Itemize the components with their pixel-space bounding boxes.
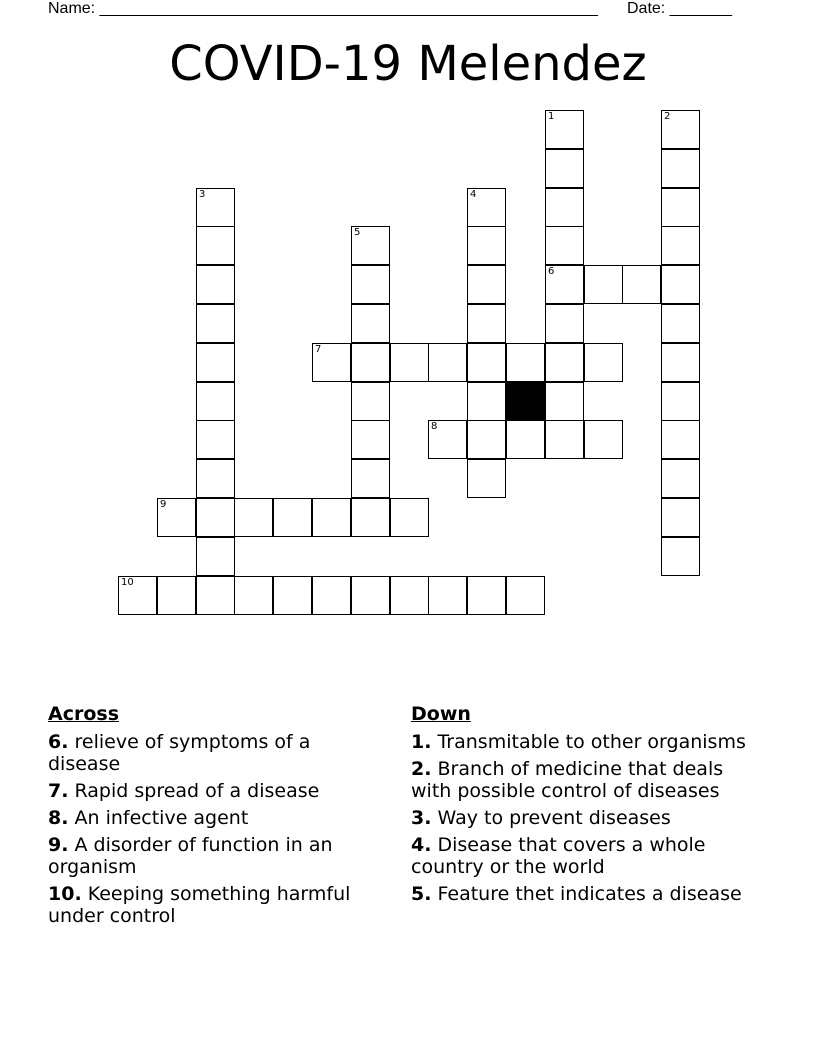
clue-text: An infective agent [68,807,249,829]
crossword-cell[interactable] [351,498,390,537]
crossword-cell[interactable] [584,265,623,304]
crossword-cell[interactable] [312,343,351,382]
across-clue [48,731,388,775]
down-clue-list [411,731,751,905]
crossword-cell[interactable] [467,265,506,304]
clue-number: 5 [354,227,361,238]
down-clue [411,731,751,753]
clue-text: Disease that covers a whole country or the world [411,834,706,878]
clue-number: 10 [121,577,134,588]
crossword-cell[interactable] [467,459,506,498]
clue-text: Feature thet indicates a disease [431,883,742,905]
crossword-cell[interactable] [351,420,390,459]
crossword-cell[interactable] [545,226,584,265]
crossword-cell[interactable] [661,459,700,498]
clue-text: relieve of symptoms of a disease [48,731,311,775]
clue-text: Way to prevent diseases [431,807,671,829]
crossword-cell[interactable] [661,110,700,149]
across-clue [48,883,388,927]
clue-number-label: 10. [48,883,82,905]
crossword-cell[interactable] [234,576,273,615]
clue-number-label: 8. [48,807,69,829]
crossword-cell[interactable] [234,498,273,537]
across-clue [48,834,388,878]
date-field-label: Date: _______ [627,0,732,17]
across-clue [48,807,388,829]
down-clue [411,807,751,829]
crossword-cell[interactable] [545,343,584,382]
across-clues [48,703,388,932]
crossword-cell[interactable] [661,382,700,421]
crossword-cell[interactable] [467,420,506,459]
crossword-cell[interactable] [196,459,235,498]
crossword-cell[interactable] [351,226,390,265]
crossword-cell[interactable] [351,459,390,498]
crossword-cell[interactable] [196,226,235,265]
clue-number: 7 [315,344,322,355]
crossword-cell[interactable] [661,498,700,537]
crossword-cell[interactable] [622,265,661,304]
across-clue-list [48,731,388,927]
crossword-cell[interactable] [467,382,506,421]
down-clues [411,703,751,910]
crossword-cell[interactable] [661,149,700,188]
clue-text: Keeping something harmful under control [48,883,351,927]
crossword-cell[interactable] [196,265,235,304]
crossword-cell[interactable] [467,576,506,615]
clue-number-label: 4. [411,834,432,856]
down-clue [411,834,751,878]
crossword-cell[interactable] [351,265,390,304]
crossword-cell[interactable] [661,304,700,343]
clue-number-label: 1. [411,731,432,753]
clue-number: 1 [548,111,555,122]
down-heading: Down [411,703,471,725]
crossword-cell[interactable] [545,304,584,343]
crossword-cell[interactable] [545,265,584,304]
clue-number: 6 [548,266,555,277]
crossword-cell[interactable] [196,382,235,421]
crossword-black-cell [506,382,545,421]
puzzle-title: COVID-19 Melendez [169,36,647,92]
clue-number: 2 [664,111,671,122]
crossword-cell[interactable] [390,498,429,537]
clue-number: 3 [199,189,206,200]
crossword-cell[interactable] [351,576,390,615]
crossword-cell[interactable] [467,226,506,265]
clue-number: 8 [431,421,438,432]
crossword-cell[interactable] [545,382,584,421]
crossword-cell[interactable] [661,265,700,304]
crossword-cell[interactable] [428,576,467,615]
crossword-cell[interactable] [312,498,351,537]
clue-text: A disorder of function in an organism [48,834,333,878]
clue-number-label: 2. [411,758,432,780]
crossword-cell[interactable] [584,420,623,459]
crossword-cell[interactable] [351,382,390,421]
crossword-cell[interactable] [196,304,235,343]
clue-number: 9 [160,499,167,510]
crossword-cell[interactable] [351,343,390,382]
crossword-cell[interactable] [157,576,196,615]
crossword-cell[interactable] [545,420,584,459]
clue-number-label: 5. [411,883,432,905]
clue-text: Rapid spread of a disease [68,780,320,802]
crossword-cell[interactable] [157,498,196,537]
crossword-cell[interactable] [428,343,467,382]
crossword-cell[interactable] [545,188,584,227]
down-clue [411,883,751,905]
down-clue [411,758,751,802]
crossword-cell[interactable] [273,576,312,615]
clue-number-label: 9. [48,834,69,856]
across-clue [48,780,388,802]
crossword-cell[interactable] [118,576,157,615]
crossword-cell[interactable] [196,188,235,227]
crossword-cell[interactable] [661,188,700,227]
crossword-cell[interactable] [467,304,506,343]
crossword-cell[interactable] [196,498,235,537]
crossword-cell[interactable] [661,343,700,382]
clue-number: 4 [470,189,477,200]
crossword-cell[interactable] [506,420,545,459]
crossword-cell[interactable] [312,576,351,615]
crossword-cell[interactable] [428,420,467,459]
crossword-cell[interactable] [196,537,235,576]
crossword-cell[interactable] [661,226,700,265]
crossword-cell[interactable] [351,304,390,343]
clue-number-label: 6. [48,731,69,753]
crossword-cell[interactable] [467,343,506,382]
crossword-cell[interactable] [390,576,429,615]
crossword-cell[interactable] [661,537,700,576]
crossword-cell[interactable] [506,343,545,382]
clue-number-label: 7. [48,780,69,802]
across-heading: Across [48,703,120,725]
crossword-cell[interactable] [390,343,429,382]
crossword-cell[interactable] [661,420,700,459]
clue-number-label: 3. [411,807,432,829]
crossword-cell[interactable] [545,110,584,149]
crossword-cell[interactable] [506,576,545,615]
clue-text: Branch of medicine that deals with possible control of diseases [411,758,724,802]
crossword-cell[interactable] [545,149,584,188]
crossword-cell[interactable] [584,343,623,382]
crossword-cell[interactable] [196,420,235,459]
crossword-cell[interactable] [273,498,312,537]
clue-text: Transmitable to other organisms [431,731,746,753]
crossword-cell[interactable] [196,576,235,615]
crossword-cell[interactable] [467,188,506,227]
crossword-cell[interactable] [196,343,235,382]
name-field-label: Name: ________________________________________________________ [48,0,598,17]
